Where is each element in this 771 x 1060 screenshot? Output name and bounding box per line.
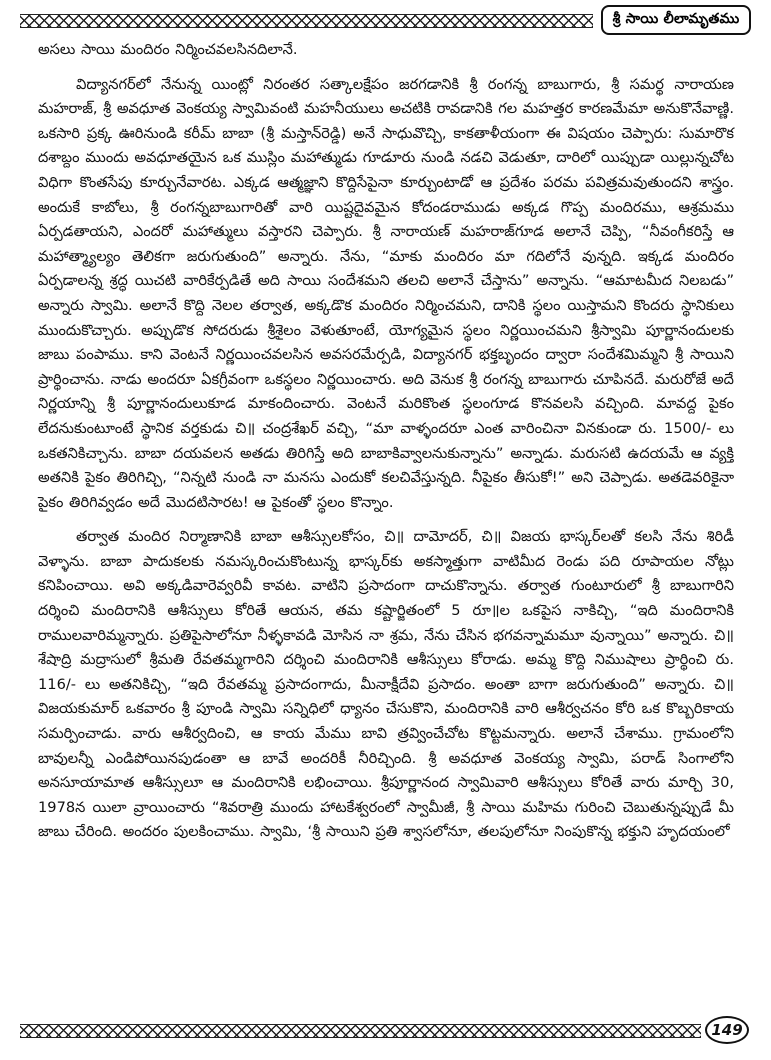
paragraph-2: విద్యానగర్‌లో నేనున్న యింట్లో నిరంతర సత్కాలక్షేపం జరగడానికి శ్రీ రంగన్న బాబుగారు, శ్రీ సమర్థ నారాయణ మహరాజ్, శ్రీ అవధూత వెంకయ్య స్వామివంటి మహనీయులు అచటికి రావడానికి గల మహత్తర కారణమేమా అనుకొనేవాణ్ణి. ఒకసారి ప్రక్క ఊరినుండి కరీమ్ బాబా (శ్రీ మస్తాన్‌రెడ్డి) అనే సాధువొచ్చి, కాకతాళీయంగా ఈ విషయం చెప్పారు: సుమారొక దశాబ్దం ముందు అవధూతయైన ఒక ముస్లిం మహాత్ముడు గూడూరు నుండి నడచి వెడుతూ, దారిలో యిప్పుడా యిల్లున్నచోట విధిగా కొంతసేపు కూర్చునేవారట. ఎక్కడ ఆత్మజ్ఞాని కొద్దిసేపైనా కూర్చుంటాడో ఆ ప్రదేశం పరమ పవిత్రమవుతుందని శాస్త్రం. అందుకే కాబోలు, శ్రీ రంగన్నబాబుగారితో వారి యిష్టదైవమైన కోదండరాముడు అక్కడ గొప్ప మందిరము, ఆశ్రమము ఏర్పడతాయని, ఎందరో మహాత్ములు వస్తారని చెప్పారు. శ్రీ నారాయణ్ మహరాజ్‌గూడ అలానే చెప్పి, “నీవంగీకరిస్తే ఆ మహాత్మ్యాల్యం తెలికగా జరుగుతుంది” అన్నారు. నేను, “మాకు మందిరం మా గదిలోనే వున్నది. ఇక్కడ మందిరం ఏర్పడాలన్న శ్రద్ధ యిచటి వారికేర్పడితే అది సాయి సందేశమని తలచి అలానే చేస్తాను” అన్నాను. “ఆమాటమీద నిలబడు” అన్నారు స్వామి. అలానే కొద్ది నెలల తర్వాత, అక్కడొక మందిరం నిర్మించమని, దానికి స్థలం యిస్తామని కొందరు స్థానికులు ముందుకొచ్చారు. అప్పుడొక సోదరుడు శ్రీశైలం వెళుతూంటే, యోగ్యమైన స్థలం నిర్ణయించమని శ్రీస్వామి పూర్ణానందులకు జాబు పంపాము. కాని వెంటనే నిర్ణయించవలసిన అవసరమేర్పడి, విద్యానగర్ భక్తబృందం ద్వారా సందేశమిమ్మని శ్రీ సాయిని ప్రార్థించాను. నాడు అందరూ ఏకగ్రీవంగా ఒకస్థలం నిర్ణయించారు. అది వెనుక శ్రీ రంగన్న బాబుగారు చూపినదే. మరురోజే అదే నిర్ణయాన్ని శ్రీ పూర్ణానందులుకూడ మాకందించారు. వెంటనే మరికొంత స్థలంగూడ కొనవలసి వచ్చింది. మావద్ద పైకం లేదనుకుంటూంటే స్థానిక వర్తకుడు చి॥ చంద్రశేఖర్ వచ్చి, “మా వాళ్ళందరూ ఎంత వారించినా వినకుండా రు. 1500/- లు ఒకతనికిచ్చాను. బాబా దయవలన అతడు తిరిగిస్తే అది బాబాకివ్వాలనుకున్నాను” అన్నాడు. మరుసటి ఉదయమే ఆ వ్యక్తి అతనికి పైకం తిరిగిచ్చి, “నిన్నటి నుండి నా మనసు ఎందుకో కలచివేస్తున్నది. నీపైకం తీసుకో!” అని చెప్పాడు. అతడెవరికైనా పైకం తిరిగివ్వడం అదే మొదటిసారట! ఆ పైకంతో స్థలం కొన్నాం. xyxy=(38,75,734,511)
top-decorative-border xyxy=(20,14,593,28)
running-header-title: శ్రీ సాయి లీలామృతము xyxy=(601,5,751,35)
paragraph-1: అసలు సాయి మందిరం నిర్మించవలసినదిలానే. xyxy=(38,41,298,58)
paragraph-3: తర్వాత మందిర నిర్మాణానికి బాబా ఆశీస్సులకోసం, చి॥ దామోదర్, చి॥ విజయ భాస్కర్‌లతో కలసి నేను శిరిడీ వెళ్ళాను. బాబా పాదుకలకు నమస్కరించుకొంటున్న భాస్కర్‌కు అకస్మాత్తుగా వాటిమీద రెండు పది రూపాయల నోట్లు కనిపించాయి. అవి అక్కడివారెవ్వరివీ కావట. వాటిని ప్రసాదంగా దాచుకొన్నాను. తర్వాత గుంటూరులో శ్రీ బాబుగారిని దర్శించి మందిరానికి ఆశీస్సులు కోరితే ఆయన, తమ కష్టార్జితంలో 5 రూ॥ల ఒకపైస నాకిచ్చి, “ఇది మందిరానికి రాములవారిమ్మన్నారు. ప్రతిపైసాలోనూ నీళ్ళకావడి మోసిన నా శ్రమ, నేను చేసిన భగవన్నామమూ వున్నాయి” అన్నారు. చి॥ శేషాద్రి మద్రాసులో శ్రీమతి రేవతమ్మగారిని దర్శించి మందిరానికి ఆశీస్సులు కోరాడు. అమ్మ కొద్ది నిముషాలు ప్రార్థించి రు. 116/- లు అతనికిచ్చి, “ఇది రేవతమ్మ ప్రసాదంగాదు, మీనాక్షీదేవి ప్రసాదం. అంతా బాగా జరుగుతుంది” అన్నారు. చి॥ విజయకుమార్ ఒకవారం శ్రీ పూండి స్వామి సన్నిధిలో ధ్యానం చేసుకొని, మందిరానికి వారి ఆశీర్వచనం కోరి ఒక కొబ్బరికాయ సమర్పించాడు. వారు ఆశీర్వదించి, ఆ కాయ మేము బావి త్రవ్వించేచోట కొట్టమన్నారు. అలానే చేశాము. గ్రామంలోని బావులన్నీ ఎండిపోయినపుడంతా ఆ బావే అందరికీ నీరిచ్చింది. శ్రీ అవధూత వెంకయ్య స్వామి, పరాడ్ సింగాలోని అనసూయామాత ఆశీస్సులూ ఆ మందిరానికి లభించాయి. శ్రీపూర్ణానంద స్వామివారి ఆశీస్సులు కోరితే వారు మార్చి 30, 1978న యిలా వ్రాయించారు “శివరాత్రి ముందు హాటకేశ్వరంలో స్వామీజీ, శ్రీ సాయి మహిమ గురించి చెబుతున్నప్పుడే మీ జాబు చేరింది. అందరం పులకించాము. స్వామి, ‘శ్రీ సాయిని ప్రతి శ్వాసలోనూ, తలపులోనూ నింపుకొన్న భక్తుని హృదయంలో xyxy=(38,528,734,841)
page-body xyxy=(38,38,734,845)
bottom-decorative-border xyxy=(20,1024,701,1038)
page-number: 149 xyxy=(705,1016,749,1044)
